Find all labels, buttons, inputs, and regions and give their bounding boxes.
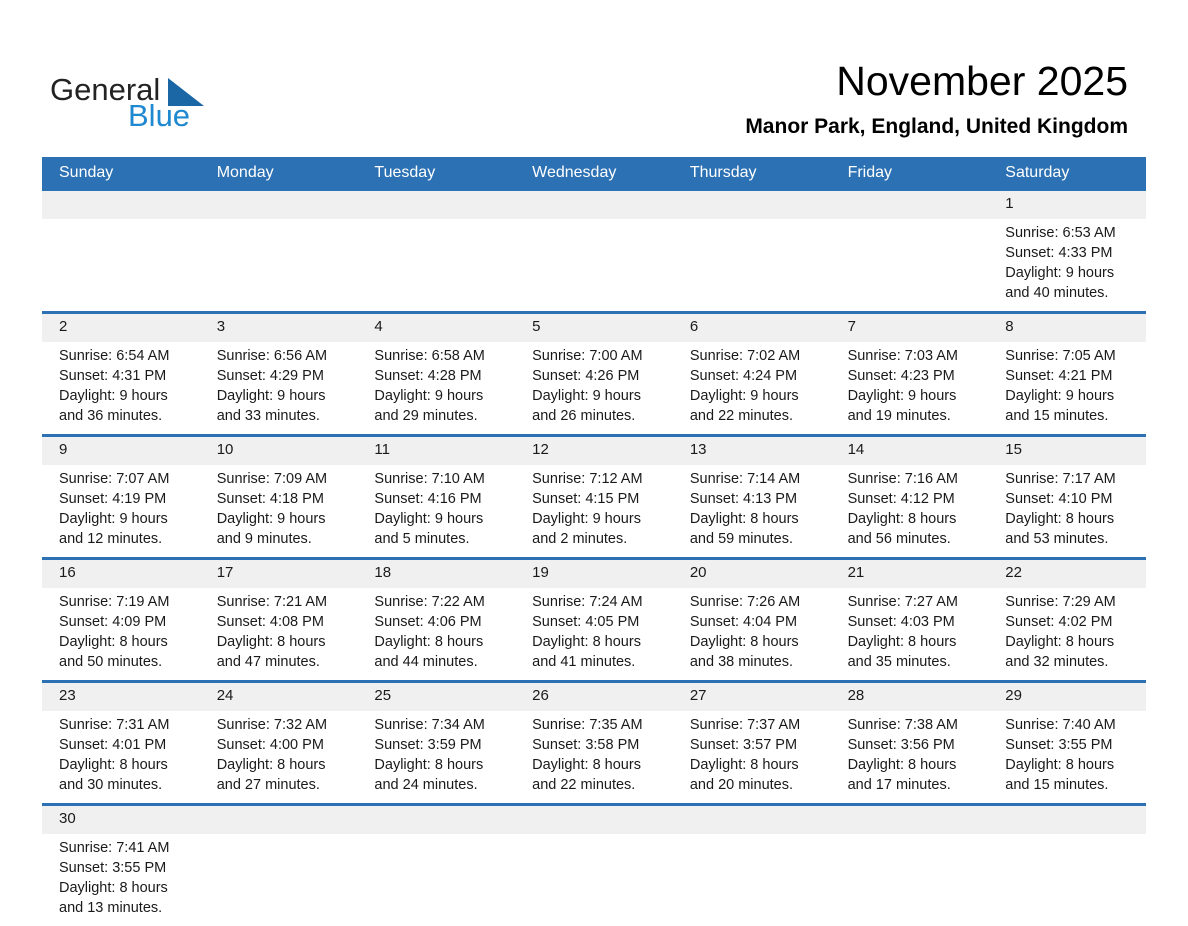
day-number: 23 bbox=[59, 687, 76, 704]
day-number: 29 bbox=[1005, 687, 1022, 704]
sunset-text: Sunset: 4:05 PM bbox=[532, 614, 640, 630]
weekday-header-tuesday: Tuesday bbox=[374, 163, 436, 181]
day-cell bbox=[200, 711, 358, 803]
sunrise-text: Sunrise: 7:32 AM bbox=[216, 717, 328, 733]
daylight-text: Daylight: 8 hours and 20 minutes. bbox=[689, 757, 799, 793]
weekday-header-thursday: Thursday bbox=[689, 163, 757, 181]
day-number: 9 bbox=[59, 441, 68, 458]
week-details-band bbox=[42, 834, 1146, 926]
sunrise-text: Sunrise: 7:03 AM bbox=[847, 348, 958, 364]
daylight-text: Daylight: 8 hours and 30 minutes. bbox=[59, 757, 168, 793]
sunset-text: Sunset: 4:18 PM bbox=[216, 491, 324, 507]
day-cell-empty bbox=[515, 834, 673, 926]
daylight-text: Daylight: 8 hours and 27 minutes. bbox=[216, 757, 326, 793]
sunrise-text: Sunrise: 7:29 AM bbox=[1005, 594, 1116, 610]
page-subtitle: Manor Park, England, United Kingdom bbox=[745, 115, 1128, 138]
day-number: 22 bbox=[1005, 564, 1022, 581]
sunrise-text: Sunrise: 6:53 AM bbox=[1005, 225, 1116, 241]
logo-text-blue: Blue bbox=[128, 98, 191, 133]
week-row-1 bbox=[42, 188, 1146, 311]
sunrise-text: Sunrise: 7:16 AM bbox=[847, 471, 958, 487]
day-cell bbox=[988, 711, 1146, 803]
sunrise-text: Sunrise: 6:56 AM bbox=[216, 348, 328, 364]
week-row-5 bbox=[42, 680, 1146, 803]
day-number-empty bbox=[515, 806, 673, 834]
daylight-text: Daylight: 8 hours and 38 minutes. bbox=[689, 634, 799, 670]
daylight-text: Daylight: 9 hours and 22 minutes. bbox=[689, 388, 799, 424]
day-cell bbox=[515, 342, 673, 434]
day-number: 11 bbox=[374, 441, 390, 458]
logo-text-general: General bbox=[50, 72, 161, 107]
day-cell bbox=[831, 711, 989, 803]
weekday-header-monday: Monday bbox=[216, 163, 274, 181]
day-number: 20 bbox=[689, 564, 707, 581]
week-row-3 bbox=[42, 434, 1146, 557]
sunset-text: Sunset: 4:04 PM bbox=[689, 614, 798, 630]
day-number: 13 bbox=[689, 441, 707, 458]
sunrise-text: Sunrise: 7:02 AM bbox=[689, 348, 801, 364]
sunset-text: Sunset: 4:00 PM bbox=[216, 737, 324, 753]
daylight-text: Daylight: 8 hours and 32 minutes. bbox=[1005, 634, 1115, 670]
daylight-text: Daylight: 9 hours and 15 minutes. bbox=[1005, 388, 1115, 424]
day-cell-empty bbox=[988, 834, 1146, 926]
day-number: 2 bbox=[59, 318, 68, 335]
day-cell bbox=[42, 588, 200, 680]
day-number-empty bbox=[831, 806, 989, 834]
day-cell bbox=[515, 588, 673, 680]
sunrise-text: Sunrise: 7:34 AM bbox=[374, 717, 485, 733]
sunset-text: Sunset: 4:02 PM bbox=[1005, 614, 1113, 630]
day-cell-empty bbox=[673, 834, 831, 926]
daylight-text: Daylight: 9 hours and 5 minutes. bbox=[374, 511, 484, 547]
week-details-band bbox=[42, 711, 1146, 803]
day-cell bbox=[42, 465, 200, 557]
sunrise-text: Sunrise: 7:22 AM bbox=[374, 594, 485, 610]
day-number: 19 bbox=[532, 564, 549, 581]
sunset-text: Sunset: 4:29 PM bbox=[216, 368, 324, 384]
week-details-band bbox=[42, 588, 1146, 680]
sunrise-text: Sunrise: 7:09 AM bbox=[216, 471, 328, 487]
day-number-empty bbox=[673, 191, 831, 219]
day-number: 27 bbox=[689, 687, 707, 704]
day-cell bbox=[988, 219, 1146, 311]
day-cell bbox=[42, 834, 200, 926]
day-cell-empty bbox=[831, 834, 989, 926]
sunrise-text: Sunrise: 7:00 AM bbox=[532, 348, 643, 364]
daylight-text: Daylight: 9 hours and 36 minutes. bbox=[59, 388, 168, 424]
day-number-empty bbox=[200, 806, 358, 834]
week-details-band bbox=[42, 342, 1146, 434]
daylight-text: Daylight: 9 hours and 12 minutes. bbox=[59, 511, 168, 547]
sunset-text: Sunset: 3:59 PM bbox=[374, 737, 482, 753]
day-number: 3 bbox=[216, 318, 226, 335]
day-cell bbox=[988, 588, 1146, 680]
daylight-text: Daylight: 9 hours and 33 minutes. bbox=[216, 388, 326, 424]
day-number-empty bbox=[357, 806, 515, 834]
sunset-text: Sunset: 4:28 PM bbox=[374, 368, 482, 384]
daylight-text: Daylight: 8 hours and 53 minutes. bbox=[1005, 511, 1115, 547]
day-number: 8 bbox=[1005, 318, 1014, 335]
sunrise-text: Sunrise: 7:19 AM bbox=[59, 594, 170, 610]
sunset-text: Sunset: 4:09 PM bbox=[59, 614, 167, 630]
sunrise-text: Sunrise: 7:41 AM bbox=[59, 840, 170, 856]
daylight-text: Daylight: 8 hours and 50 minutes. bbox=[59, 634, 168, 670]
weeks-container bbox=[42, 188, 1146, 926]
sunrise-text: Sunrise: 7:17 AM bbox=[1005, 471, 1116, 487]
day-number: 16 bbox=[59, 564, 76, 581]
week-row-4 bbox=[42, 557, 1146, 680]
sunset-text: Sunset: 4:13 PM bbox=[689, 491, 798, 507]
sunset-text: Sunset: 4:26 PM bbox=[532, 368, 640, 384]
day-cell bbox=[200, 465, 358, 557]
sunset-text: Sunset: 3:55 PM bbox=[1005, 737, 1113, 753]
weekday-header-saturday: Saturday bbox=[1005, 163, 1070, 181]
day-number: 12 bbox=[532, 441, 549, 458]
sunrise-text: Sunrise: 7:40 AM bbox=[1005, 717, 1116, 733]
sunset-text: Sunset: 4:19 PM bbox=[59, 491, 167, 507]
sunrise-text: Sunrise: 7:31 AM bbox=[59, 717, 170, 733]
day-number: 15 bbox=[1005, 441, 1022, 458]
day-cell-empty bbox=[673, 219, 831, 311]
sunrise-text: Sunrise: 7:38 AM bbox=[847, 717, 958, 733]
sunrise-text: Sunrise: 6:58 AM bbox=[374, 348, 485, 364]
day-cell-empty bbox=[831, 219, 989, 311]
sunrise-text: Sunrise: 7:05 AM bbox=[1005, 348, 1116, 364]
week-number-band bbox=[42, 683, 1146, 711]
sunrise-text: Sunrise: 7:14 AM bbox=[689, 471, 801, 487]
day-number: 14 bbox=[847, 441, 865, 458]
weekday-header-wednesday: Wednesday bbox=[532, 163, 617, 181]
weekday-header-friday: Friday bbox=[847, 163, 893, 181]
week-row-2 bbox=[42, 311, 1146, 434]
week-number-band bbox=[42, 437, 1146, 465]
day-number: 10 bbox=[216, 441, 234, 458]
day-cell bbox=[42, 342, 200, 434]
day-number: 4 bbox=[374, 318, 383, 335]
day-cell bbox=[357, 465, 515, 557]
day-number: 1 bbox=[1005, 195, 1014, 212]
week-details-band bbox=[42, 219, 1146, 311]
general-blue-logo bbox=[50, 72, 220, 134]
week-details-band bbox=[42, 465, 1146, 557]
day-cell bbox=[831, 342, 989, 434]
daylight-text: Daylight: 8 hours and 17 minutes. bbox=[847, 757, 957, 793]
sunrise-text: Sunrise: 7:26 AM bbox=[689, 594, 801, 610]
day-cell bbox=[988, 342, 1146, 434]
sunset-text: Sunset: 3:58 PM bbox=[532, 737, 640, 753]
day-number: 25 bbox=[374, 687, 392, 704]
sunset-text: Sunset: 4:31 PM bbox=[59, 368, 167, 384]
sunrise-text: Sunrise: 7:07 AM bbox=[59, 471, 170, 487]
sunrise-text: Sunrise: 7:10 AM bbox=[374, 471, 485, 487]
daylight-text: Daylight: 8 hours and 22 minutes. bbox=[532, 757, 641, 793]
week-number-band bbox=[42, 806, 1146, 834]
day-number: 5 bbox=[532, 318, 541, 335]
week-number-band bbox=[42, 314, 1146, 342]
page-header bbox=[0, 0, 1188, 157]
day-number: 30 bbox=[59, 810, 76, 827]
calendar-grid bbox=[42, 157, 1146, 926]
daylight-text: Daylight: 8 hours and 47 minutes. bbox=[216, 634, 326, 670]
day-cell bbox=[200, 588, 358, 680]
day-cell-empty bbox=[42, 219, 200, 311]
day-cell bbox=[515, 465, 673, 557]
daylight-text: Daylight: 8 hours and 24 minutes. bbox=[374, 757, 484, 793]
sunset-text: Sunset: 4:21 PM bbox=[1005, 368, 1113, 384]
sunrise-text: Sunrise: 7:27 AM bbox=[847, 594, 958, 610]
sunset-text: Sunset: 3:56 PM bbox=[847, 737, 955, 753]
sunset-text: Sunset: 4:08 PM bbox=[216, 614, 324, 630]
day-cell-empty bbox=[200, 219, 358, 311]
page-title: November 2025 bbox=[836, 58, 1128, 104]
day-number: 26 bbox=[532, 687, 549, 704]
day-number-empty bbox=[42, 191, 200, 219]
day-cell-empty bbox=[357, 834, 515, 926]
day-cell bbox=[200, 342, 358, 434]
day-cell-empty bbox=[357, 219, 515, 311]
day-cell bbox=[673, 465, 831, 557]
day-number-empty bbox=[515, 191, 673, 219]
day-number: 6 bbox=[689, 318, 699, 335]
day-cell bbox=[42, 711, 200, 803]
week-row-6 bbox=[42, 803, 1146, 926]
sunset-text: Sunset: 4:24 PM bbox=[689, 368, 798, 384]
day-cell bbox=[673, 588, 831, 680]
weekday-header-sunday: Sunday bbox=[59, 163, 114, 181]
day-cell bbox=[673, 711, 831, 803]
day-number: 28 bbox=[847, 687, 865, 704]
day-cell bbox=[673, 342, 831, 434]
sunrise-text: Sunrise: 7:12 AM bbox=[532, 471, 643, 487]
day-cell-empty bbox=[200, 834, 358, 926]
sunset-text: Sunset: 4:12 PM bbox=[847, 491, 955, 507]
day-number-empty bbox=[673, 806, 831, 834]
day-cell bbox=[515, 711, 673, 803]
day-number-empty bbox=[357, 191, 515, 219]
daylight-text: Daylight: 8 hours and 41 minutes. bbox=[532, 634, 641, 670]
day-cell bbox=[357, 342, 515, 434]
sunrise-text: Sunrise: 7:37 AM bbox=[689, 717, 801, 733]
day-cell bbox=[831, 588, 989, 680]
sunset-text: Sunset: 4:06 PM bbox=[374, 614, 482, 630]
sunrise-text: Sunrise: 6:54 AM bbox=[59, 348, 170, 364]
daylight-text: Daylight: 9 hours and 40 minutes. bbox=[1005, 265, 1115, 301]
day-number: 17 bbox=[216, 564, 234, 581]
sunset-text: Sunset: 4:15 PM bbox=[532, 491, 640, 507]
daylight-text: Daylight: 8 hours and 56 minutes. bbox=[847, 511, 957, 547]
sunset-text: Sunset: 4:33 PM bbox=[1005, 245, 1113, 261]
daylight-text: Daylight: 9 hours and 29 minutes. bbox=[374, 388, 484, 424]
daylight-text: Daylight: 8 hours and 15 minutes. bbox=[1005, 757, 1115, 793]
day-cell-empty bbox=[515, 219, 673, 311]
sunrise-text: Sunrise: 7:35 AM bbox=[532, 717, 643, 733]
daylight-text: Daylight: 9 hours and 26 minutes. bbox=[532, 388, 641, 424]
sunset-text: Sunset: 3:55 PM bbox=[59, 860, 167, 876]
daylight-text: Daylight: 9 hours and 9 minutes. bbox=[216, 511, 326, 547]
daylight-text: Daylight: 9 hours and 19 minutes. bbox=[847, 388, 957, 424]
daylight-text: Daylight: 8 hours and 13 minutes. bbox=[59, 880, 168, 916]
day-cell bbox=[357, 588, 515, 680]
sunset-text: Sunset: 4:10 PM bbox=[1005, 491, 1113, 507]
sunset-text: Sunset: 4:01 PM bbox=[59, 737, 167, 753]
day-cell bbox=[357, 711, 515, 803]
day-number-empty bbox=[831, 191, 989, 219]
daylight-text: Daylight: 8 hours and 59 minutes. bbox=[689, 511, 799, 547]
weekday-header-row bbox=[42, 157, 1146, 188]
day-number: 18 bbox=[374, 564, 392, 581]
daylight-text: Daylight: 8 hours and 44 minutes. bbox=[374, 634, 484, 670]
day-number: 21 bbox=[847, 564, 865, 581]
day-number: 7 bbox=[847, 318, 856, 335]
sunset-text: Sunset: 4:23 PM bbox=[847, 368, 955, 384]
sunset-text: Sunset: 4:03 PM bbox=[847, 614, 955, 630]
sunrise-text: Sunrise: 7:24 AM bbox=[532, 594, 643, 610]
week-number-band bbox=[42, 191, 1146, 219]
day-cell bbox=[988, 465, 1146, 557]
sunset-text: Sunset: 3:57 PM bbox=[689, 737, 798, 753]
day-cell bbox=[831, 465, 989, 557]
day-number-empty bbox=[988, 806, 1146, 834]
day-number-empty bbox=[200, 191, 358, 219]
week-number-band bbox=[42, 560, 1146, 588]
sunrise-text: Sunrise: 7:21 AM bbox=[216, 594, 328, 610]
daylight-text: Daylight: 9 hours and 2 minutes. bbox=[532, 511, 641, 547]
title-block bbox=[745, 0, 1128, 139]
day-number: 24 bbox=[216, 687, 234, 704]
daylight-text: Daylight: 8 hours and 35 minutes. bbox=[847, 634, 957, 670]
sunset-text: Sunset: 4:16 PM bbox=[374, 491, 482, 507]
